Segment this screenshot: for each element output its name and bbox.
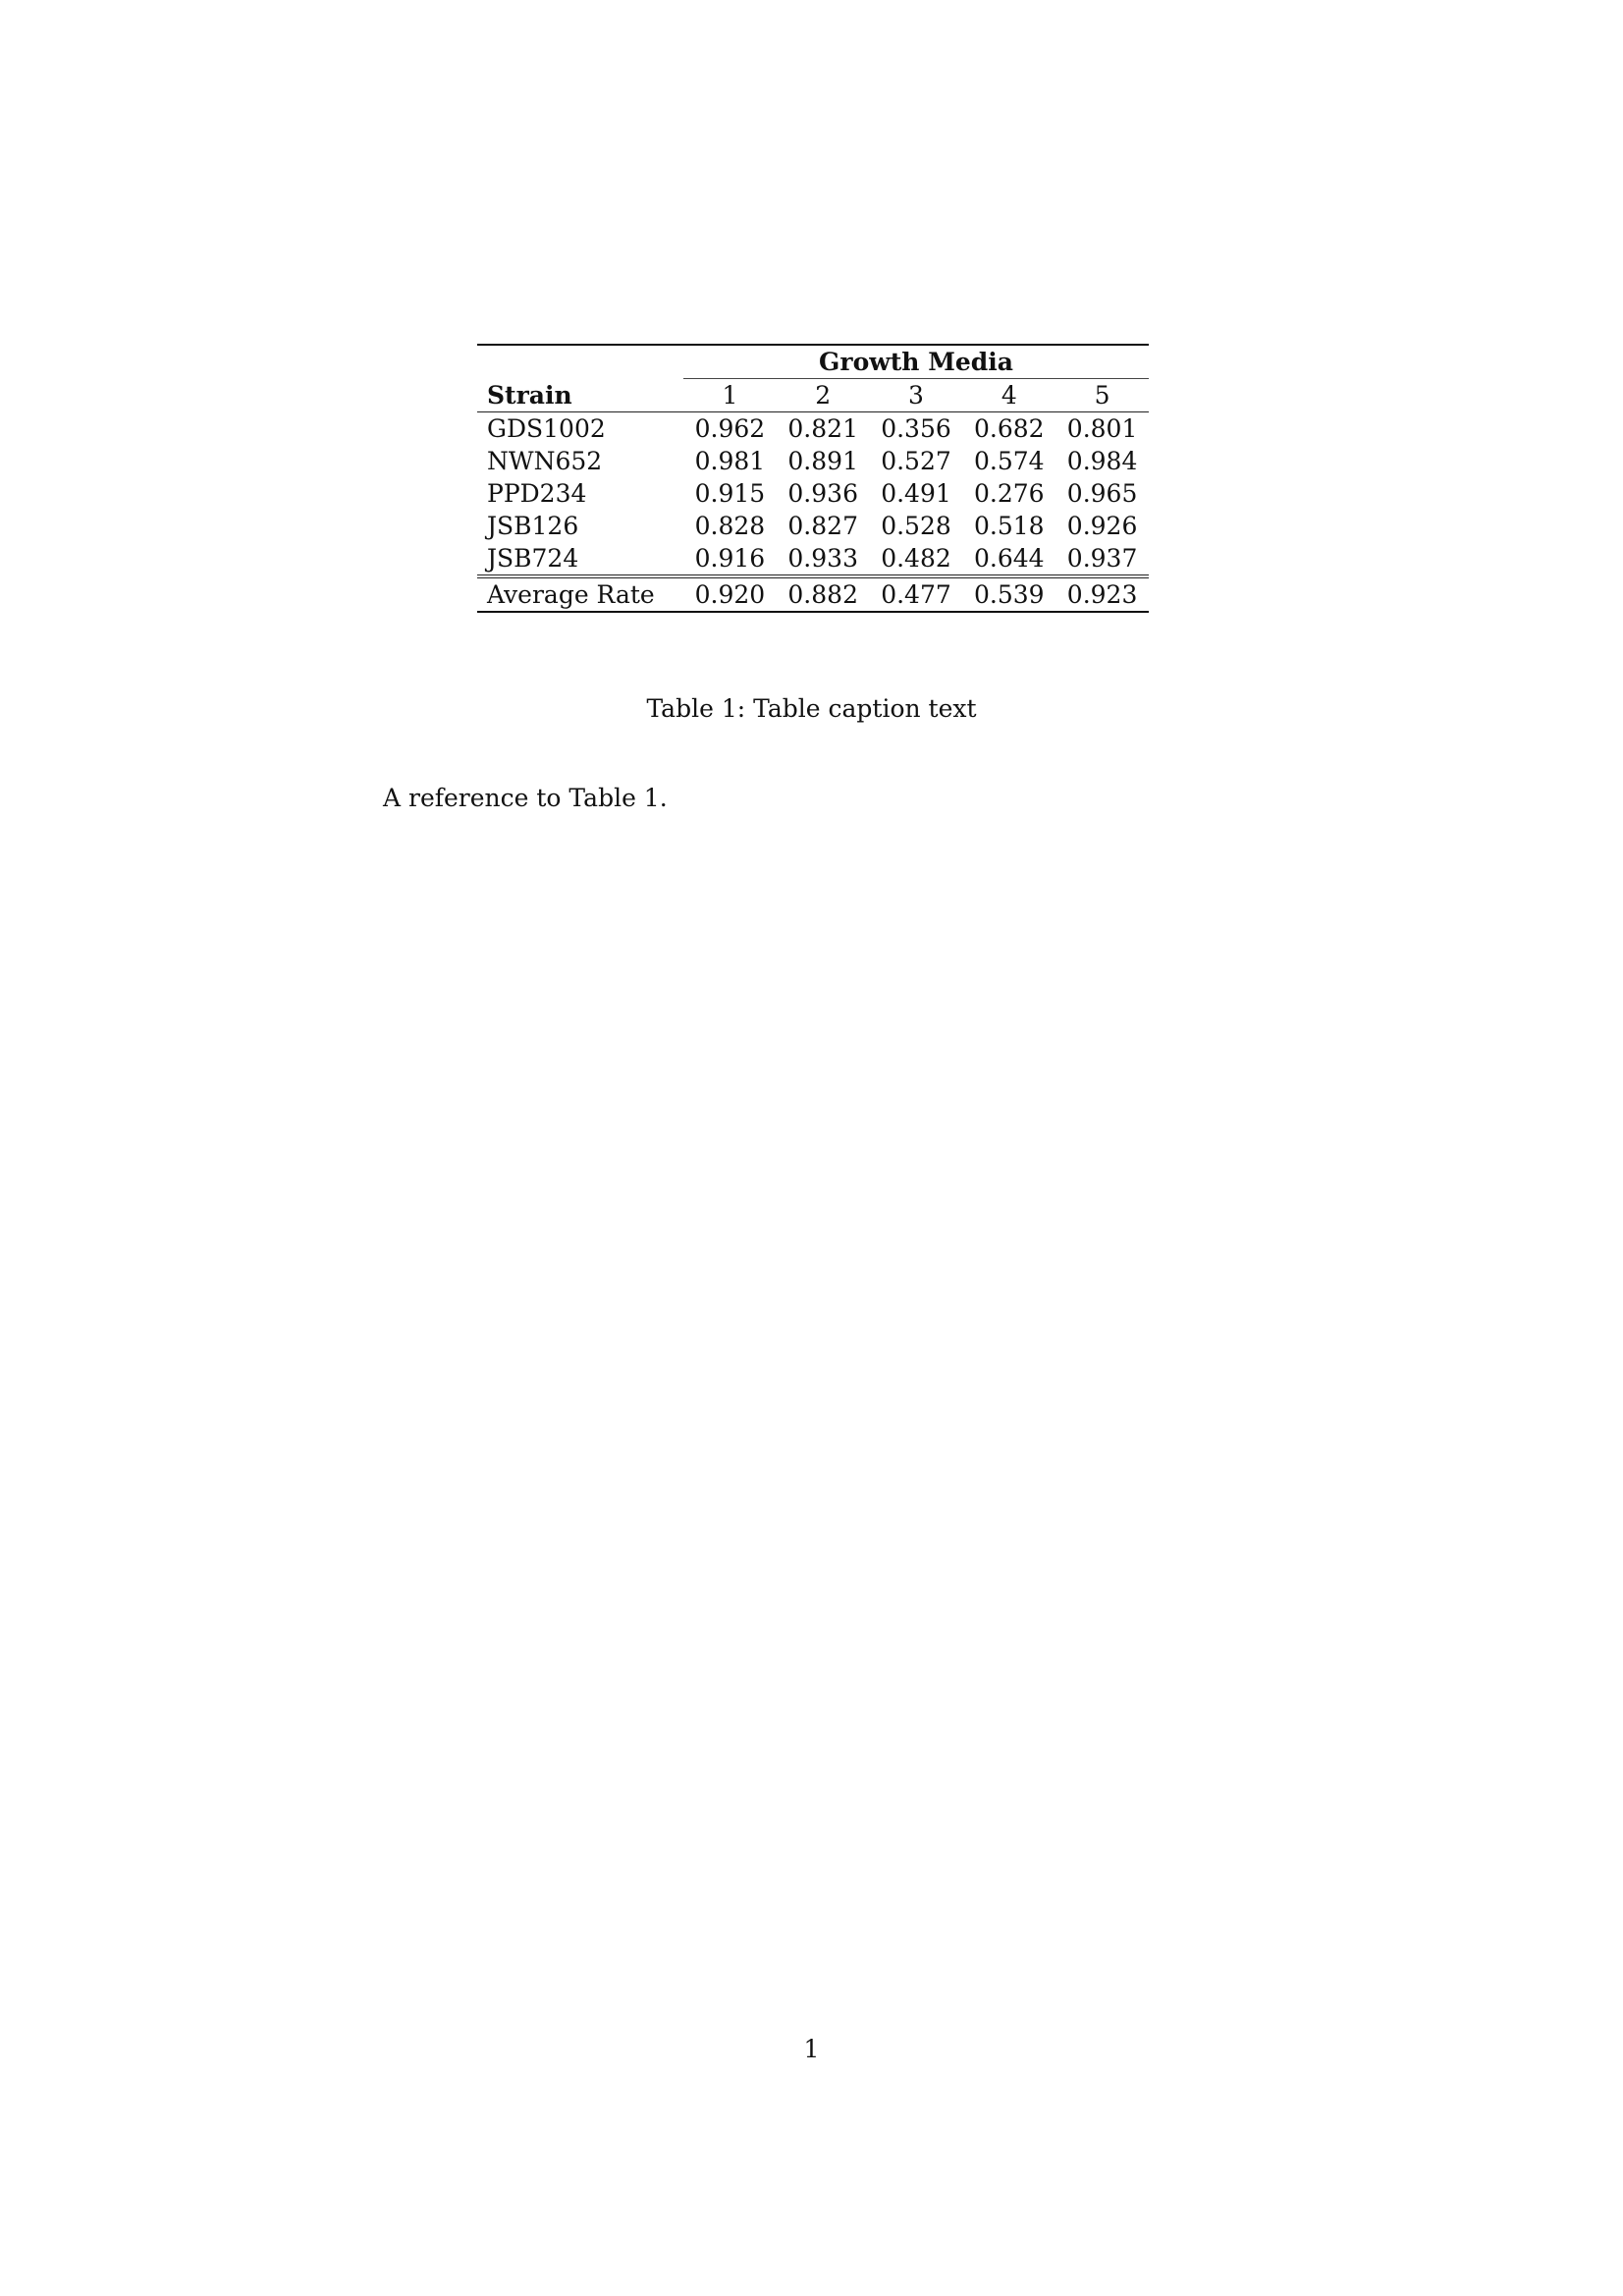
table-cell: 0.527 <box>881 447 951 475</box>
table-row <box>477 542 1149 576</box>
growth-media-header: Growth Media <box>819 348 1013 376</box>
strain-name: JSB126 <box>487 512 579 540</box>
results-table-container <box>477 344 1149 613</box>
column-header: 3 <box>870 379 963 412</box>
table-cell: 0.827 <box>787 512 858 540</box>
empty-header-cell <box>477 345 683 379</box>
table-cell: 0.482 <box>870 542 963 576</box>
average-cell: 0.920 <box>683 576 777 612</box>
table-cell: 0.916 <box>683 542 777 576</box>
average-cell: 0.539 <box>962 576 1055 612</box>
table-cell: 0.891 <box>787 447 858 475</box>
column-header: 4 <box>962 379 1055 412</box>
table-cell: 0.574 <box>974 447 1045 475</box>
table-cell: 0.981 <box>694 447 766 475</box>
strain-name: NWN652 <box>487 447 603 475</box>
table-cell: 0.528 <box>881 512 951 540</box>
average-cell: 0.923 <box>1055 576 1149 612</box>
table-cell: 0.518 <box>974 512 1045 540</box>
table-cell: 0.644 <box>962 542 1055 576</box>
table-cell: 0.962 <box>694 414 766 443</box>
strain-name: GDS1002 <box>487 414 606 443</box>
growth-rate-table <box>477 344 1149 613</box>
table-row <box>477 445 1149 477</box>
table-cell: 0.821 <box>787 414 858 443</box>
table-cell: 0.936 <box>787 479 858 508</box>
table-row <box>477 477 1149 510</box>
strain-name: JSB724 <box>477 542 683 576</box>
table-row <box>477 412 1149 446</box>
column-header: 5 <box>1055 379 1149 412</box>
average-rate-label: Average Rate <box>477 576 683 612</box>
table-group-header-row <box>477 345 1149 379</box>
average-cell: 0.882 <box>777 576 870 612</box>
table-cell: 0.937 <box>1055 542 1149 576</box>
table-cell: 0.356 <box>881 414 951 443</box>
strain-name: PPD234 <box>487 479 587 508</box>
table-row <box>477 510 1149 542</box>
column-header: 1 <box>683 379 777 412</box>
table-cell: 0.984 <box>1066 447 1138 475</box>
table-column-header-row <box>477 379 1149 412</box>
table-cell: 0.276 <box>974 479 1045 508</box>
average-rate-row <box>477 576 1149 612</box>
table-cell: 0.965 <box>1066 479 1138 508</box>
body-paragraph: A reference to Table 1. <box>383 784 668 812</box>
table-cell: 0.801 <box>1066 414 1138 443</box>
table-cell: 0.682 <box>974 414 1045 443</box>
table-cell: 0.933 <box>777 542 870 576</box>
table-cell: 0.915 <box>694 479 766 508</box>
table-cell: 0.828 <box>694 512 766 540</box>
table-cell: 0.926 <box>1066 512 1138 540</box>
average-cell: 0.477 <box>870 576 963 612</box>
page-number: 1 <box>803 2035 820 2063</box>
table-caption: Table 1: Table caption text <box>646 694 977 723</box>
table-cell: 0.491 <box>881 479 951 508</box>
column-header: 2 <box>777 379 870 412</box>
strain-header: Strain <box>477 379 683 412</box>
